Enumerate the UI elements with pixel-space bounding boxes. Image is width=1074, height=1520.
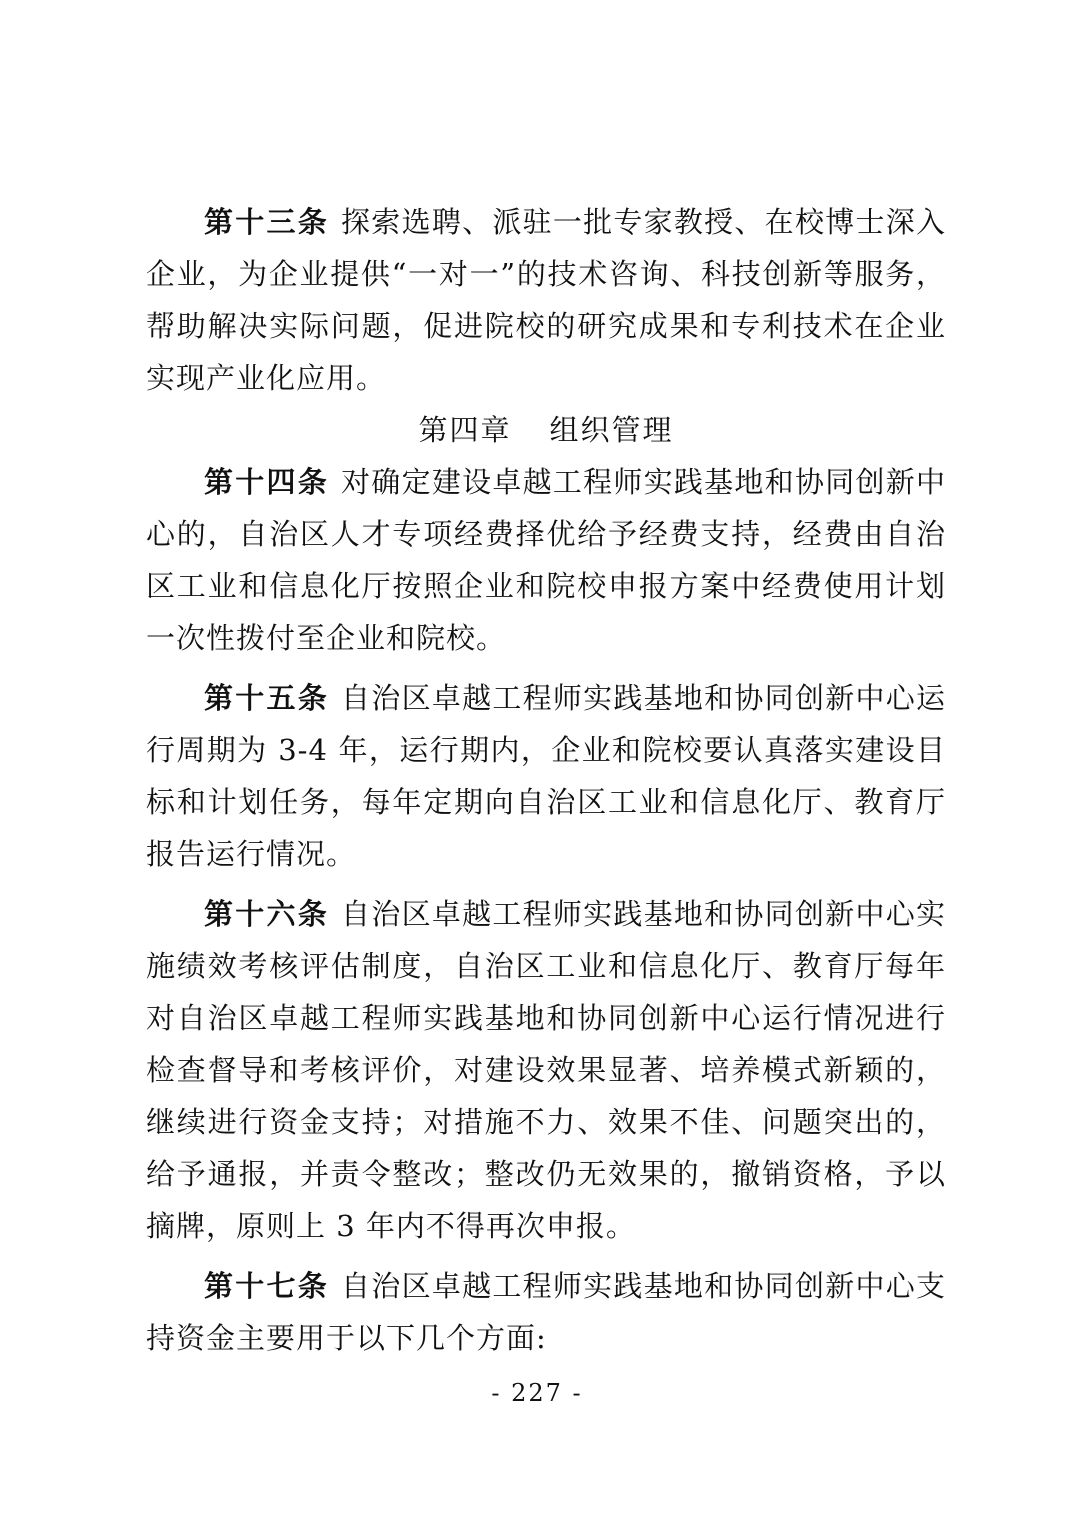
article-17-label: 第十七条 bbox=[204, 1269, 330, 1303]
article-14-label: 第十四条 bbox=[204, 465, 330, 499]
article-14-text: 对确定建设卓越工程师实践基地和协同创新中心的，自治区人才专项经费择优给予经费支持，经费由自治区工业和信息化厅按照企业和院校申报方案中经费使用计划一次性拨付至企业和院校。 bbox=[146, 465, 946, 655]
article-16-label: 第十六条 bbox=[204, 897, 330, 931]
article-16-text: 自治区卓越工程师实践基地和协同创新中心实施绩效考核评估制度，自治区工业和信息化厅、教育厅每年对自治区卓越工程师实践基地和协同创新中心运行情况进行检查督导和考核评价，对建设效果显著、培养模式新颖的，继续进行资金支持；对措施不力、效果不佳、问题突出的，给予通报，并责令整改；整改仍无效果的，撤销资格，予以摘牌，原则上 3 年内不得再次申报。 bbox=[146, 897, 946, 1243]
article-13-text: 探索选聘、派驻一批专家教授、在校博士深入企业，为企业提供“一对一”的技术咨询、科技创新等服务，帮助解决实际问题，促进院校的研究成果和专利技术在企业实现产业化应用。 bbox=[146, 205, 946, 395]
chapter-title: 组织管理 bbox=[549, 413, 674, 447]
article-14 bbox=[146, 456, 946, 664]
article-13 bbox=[146, 196, 946, 404]
document-body bbox=[146, 196, 946, 1364]
article-15-label: 第十五条 bbox=[204, 681, 330, 715]
article-17-text: 自治区卓越工程师实践基地和协同创新中心支持资金主要用于以下几个方面: bbox=[146, 1269, 946, 1355]
article-15 bbox=[146, 672, 946, 880]
article-15-text: 自治区卓越工程师实践基地和协同创新中心运行周期为 3-4 年，运行期内，企业和院校要认真落实建设目标和计划任务，每年定期向自治区工业和信息化厅、教育厅报告运行情况。 bbox=[146, 681, 946, 871]
chapter-heading bbox=[146, 404, 946, 456]
chapter-number: 第四章 bbox=[418, 413, 512, 447]
article-17 bbox=[146, 1260, 946, 1364]
page-number: - 227 - bbox=[491, 1379, 583, 1407]
article-16 bbox=[146, 888, 946, 1252]
article-13-label: 第十三条 bbox=[204, 205, 330, 239]
